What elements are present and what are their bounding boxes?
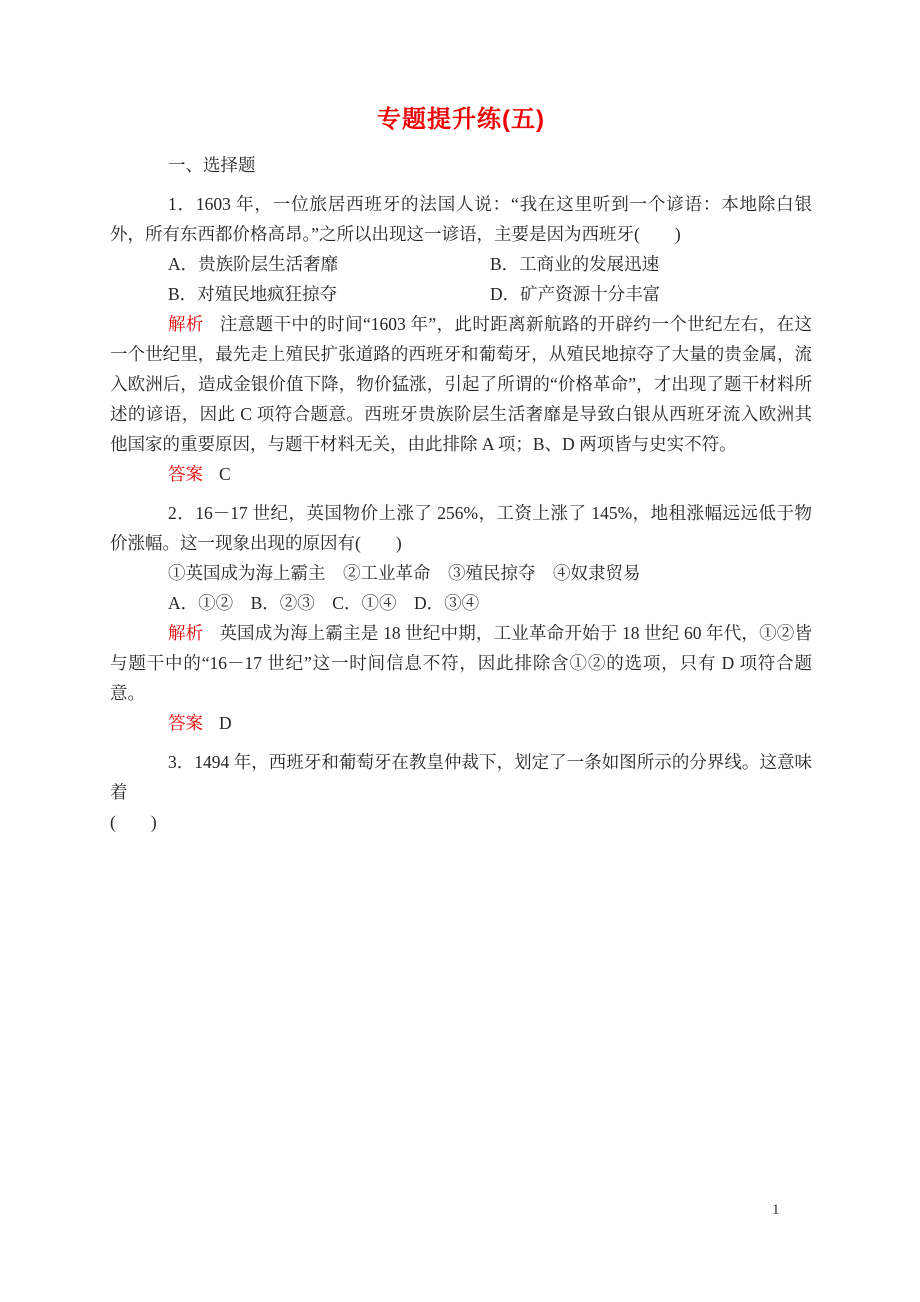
document-content (110, 0, 812, 837)
page-number: 1 (772, 1202, 780, 1218)
question-3-answer-bracket: ( ) (110, 812, 157, 832)
analysis-label: 解析 (168, 623, 204, 643)
question-3-stem: 3．1494 年，西班牙和葡萄牙在教皇仲裁下，划定了一条如图所示的分界线。这意味着 (110, 752, 812, 802)
question-1-analysis-text: 注意题干中的时间“1603 年”，此时距离新航路的开辟约一个世纪左右，在这一个世纪里，最先走上殖民扩张道路的西班牙和葡萄牙，从殖民地掠夺了大量的贵金属，流入欧洲后，造成金银价值下降，物价猛涨，引起了所谓的“价格革命”，才出现了题干材料所述的谚语，因此 C 项符合题意。西班牙贵族阶层生活奢靡是导致白银从西班牙流入欧洲其他国家的重要原因，与题干材料无关，由此排除 A 项；B、D 两项皆与史实不符。 (110, 314, 812, 454)
question-2-numbered-items: ①英国成为海上霸主 ②工业革命 ③殖民掠夺 ④奴隶贸易 (168, 563, 641, 583)
question-2-analysis-text: 英国成为海上霸主是 18 世纪中期，工业革命开始于 18 世纪 60 年代，①②皆与题干中的“16－17 世纪”这一时间信息不符，因此排除含①②的选项，只有 D 项符合题意。 (110, 623, 812, 703)
question-2-options-line: A．①② B．②③ C．①④ D．③④ (168, 593, 480, 613)
question-2-answer (110, 708, 812, 738)
question-2-stem: 2．16－17 世纪，英国物价上涨了 256%，工资上涨了 145%，地租涨幅远远低于物价涨幅。这一现象出现的原因有( ) (110, 503, 812, 553)
question-1-stem: 1．1603 年，一位旅居西班牙的法国人说：“我在这里听到一个谚语：本地除白银外，所有东西都价格高昂。”之所以出现这一谚语，主要是因为西班牙( ) (110, 194, 812, 244)
question-2-analysis (110, 618, 812, 708)
question-1-option-d: D．矿产资源十分丰富 (490, 284, 661, 304)
answer-label: 答案 (168, 464, 203, 484)
question-1-answer-value: C (219, 464, 231, 484)
question-1-option-b-right: B．工商业的发展迅速 (490, 254, 660, 274)
question-2-answer-value: D (219, 713, 232, 733)
question-1-option-b-left: B．对殖民地疯狂掠夺 (168, 284, 338, 304)
analysis-label: 解析 (168, 314, 204, 334)
answer-label: 答案 (168, 713, 203, 733)
question-1-options (110, 249, 812, 309)
page-title: 专题提升练(五) (377, 106, 545, 133)
section-heading: 一、选择题 (168, 155, 256, 175)
question-1-option-a: A．贵族阶层生活奢靡 (168, 254, 339, 274)
question-1-answer (110, 459, 812, 489)
question-1-analysis (110, 309, 812, 459)
